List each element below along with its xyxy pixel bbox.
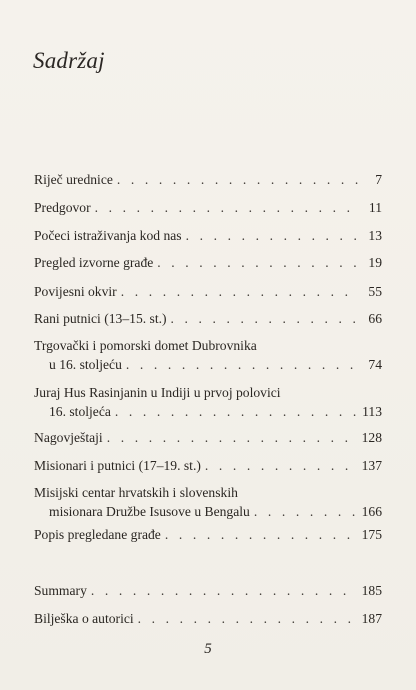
- toc-entry-title: Nagovještaji: [34, 430, 103, 445]
- toc-entry-title: Pregled izvorne građe: [34, 255, 154, 270]
- toc-entry: [34, 428, 382, 447]
- toc-entry-page: 113: [362, 404, 382, 419]
- toc-entry-title: Predgovor: [34, 200, 91, 215]
- toc-entry-title-line1: Trgovački i pomorski domet Dubrovnika: [34, 338, 257, 353]
- leader-dots: [157, 253, 358, 272]
- toc-entry-title: misionara Družbe Isusove u Bengalu: [49, 504, 250, 519]
- leader-dots: [205, 456, 356, 475]
- toc-entry: [34, 226, 382, 245]
- toc-entry-page: 137: [361, 458, 382, 473]
- toc-entry-title: Rani putnici (13–15. st.): [34, 311, 167, 326]
- toc-entry: [34, 282, 382, 301]
- toc-entry-title: Popis pregledane građe: [34, 527, 161, 542]
- toc-entry-page: 187: [361, 611, 382, 626]
- toc-entry: [34, 525, 382, 544]
- toc-entry: [34, 309, 382, 328]
- toc-entry-page: 166: [361, 504, 382, 519]
- toc-entry: [34, 198, 382, 217]
- toc-entry: [34, 581, 382, 600]
- leader-dots: [107, 428, 356, 447]
- toc-entry-page: 74: [368, 357, 382, 372]
- toc-entry-page: 128: [361, 430, 382, 445]
- toc-entry-page: 175: [361, 527, 382, 542]
- toc-entry-title: Riječ urednice: [34, 172, 113, 187]
- toc-entry-title-line1: Misijski centar hrvatskih i slovenskih: [34, 485, 238, 500]
- toc-entry-title: Misionari i putnici (17–19. st.): [34, 458, 201, 473]
- toc-entry-page: 7: [375, 172, 382, 187]
- leader-dots: [138, 609, 356, 628]
- page-number: 5: [204, 641, 212, 657]
- toc-entry-title: Summary: [34, 583, 87, 598]
- toc-entry: [34, 383, 382, 421]
- toc-entry-page: 66: [368, 311, 382, 326]
- toc-entry: [34, 336, 382, 374]
- leader-dots: [126, 355, 358, 374]
- leader-dots: [95, 198, 358, 217]
- toc-entry-title: 16. stoljeća: [49, 404, 111, 419]
- toc-entry: [34, 456, 382, 475]
- leader-dots: [115, 402, 356, 421]
- toc-entry-title: u 16. stoljeću: [49, 357, 122, 372]
- toc-entry-title-line1: Juraj Hus Rasinjanin u Indiji u prvoj polovici: [34, 385, 281, 400]
- toc-entry-title: Počeci istraživanja kod nas: [34, 228, 182, 243]
- toc-entry-title: Povijesni okvir: [34, 284, 117, 299]
- leader-dots: [117, 170, 358, 189]
- toc-entry-title: Bilješka o autorici: [34, 611, 134, 626]
- toc-entry-page: 11: [368, 200, 382, 215]
- toc-entry: [34, 483, 382, 521]
- leader-dots: [186, 226, 358, 245]
- toc-entry: [34, 170, 382, 189]
- toc-entry-page: 13: [368, 228, 382, 243]
- toc-entry-page: 19: [368, 255, 382, 270]
- toc-entry: [34, 253, 382, 272]
- leader-dots: [121, 282, 358, 301]
- leader-dots: [171, 309, 358, 328]
- contents-heading: Sadržaj: [33, 48, 105, 73]
- leader-dots: [254, 502, 356, 521]
- leader-dots: [91, 581, 356, 600]
- toc-entry-page: 55: [368, 284, 382, 299]
- toc-entry-page: 185: [361, 583, 382, 598]
- leader-dots: [165, 525, 356, 544]
- toc-entry: [34, 609, 382, 628]
